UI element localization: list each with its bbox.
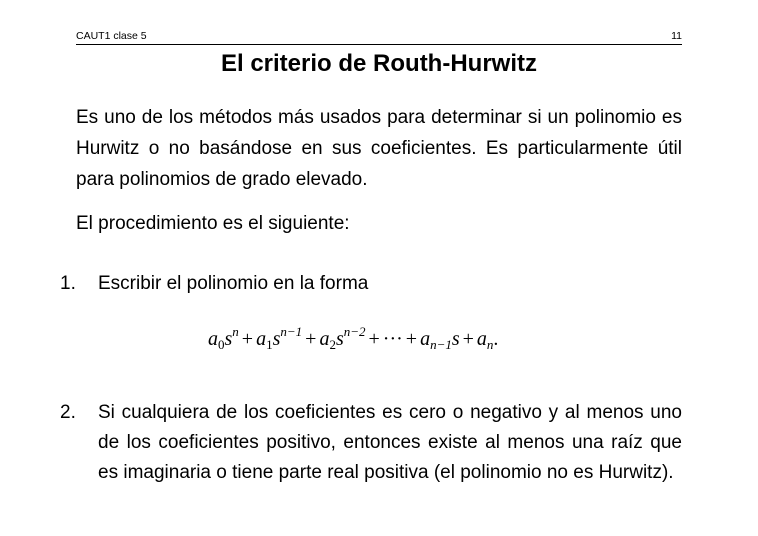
formula-plus: + [462,328,474,350]
formula-plus: + [305,328,317,350]
formula-exponent: n−2 [343,324,366,339]
formula-plus: + [241,328,254,350]
formula-coef: a [256,328,267,350]
polynomial-formula [208,324,498,354]
formula-plus: + [368,328,380,350]
list-item-number: 1. [60,273,76,294]
formula-period: . [493,328,499,350]
formula-coef-subscript: n−1 [430,337,452,352]
formula-variable: s [335,328,344,350]
formula-coef: a [208,328,218,350]
list-item-1 [60,269,682,299]
formula-variable: s [272,328,281,350]
formula-coef-subscript: 0 [218,337,225,352]
header-page-number: 11 [671,30,682,42]
list-item-text: Escribir el polinomio en la forma [98,273,369,294]
formula-coef-subscript: n [486,337,494,352]
formula-coef-subscript: 2 [329,337,336,352]
list-item-text: Si cualquiera de los coeficientes es cero o negativo y al menos uno de los coeficientes positivo, entonces existe al menos una raíz que es imaginaria o tiene parte real positiva (el polinomio no es Hurwitz). [98,402,682,483]
formula-coef: a [476,328,487,350]
formula-exponent: n [232,324,239,339]
list-item-number: 2. [60,402,76,423]
formula-coef: a [319,328,330,350]
formula-exponent: n−1 [280,324,303,339]
formula-coef: a [420,328,431,350]
formula-plus: + [405,328,418,350]
formula-variable: s [224,328,233,350]
list-item-2 [60,398,682,488]
formula-coef-subscript: 1 [266,337,273,352]
header-divider [76,44,682,45]
intro-paragraph: Es uno de los métodos más usados para determinar si un polinomio es Hurwitz o no basándose en sus coeficientes. Es particularmente útil para polinomios de grado elevado. [76,107,682,190]
formula-ellipsis: ··· [382,328,403,350]
procedure-paragraph: El procedimiento es el siguiente: [76,213,350,234]
slide-title: El criterio de Routh-Hurwitz [220,50,537,77]
formula-variable: s [451,328,460,350]
header-course-label: CAUT1 clase 5 [76,30,147,42]
